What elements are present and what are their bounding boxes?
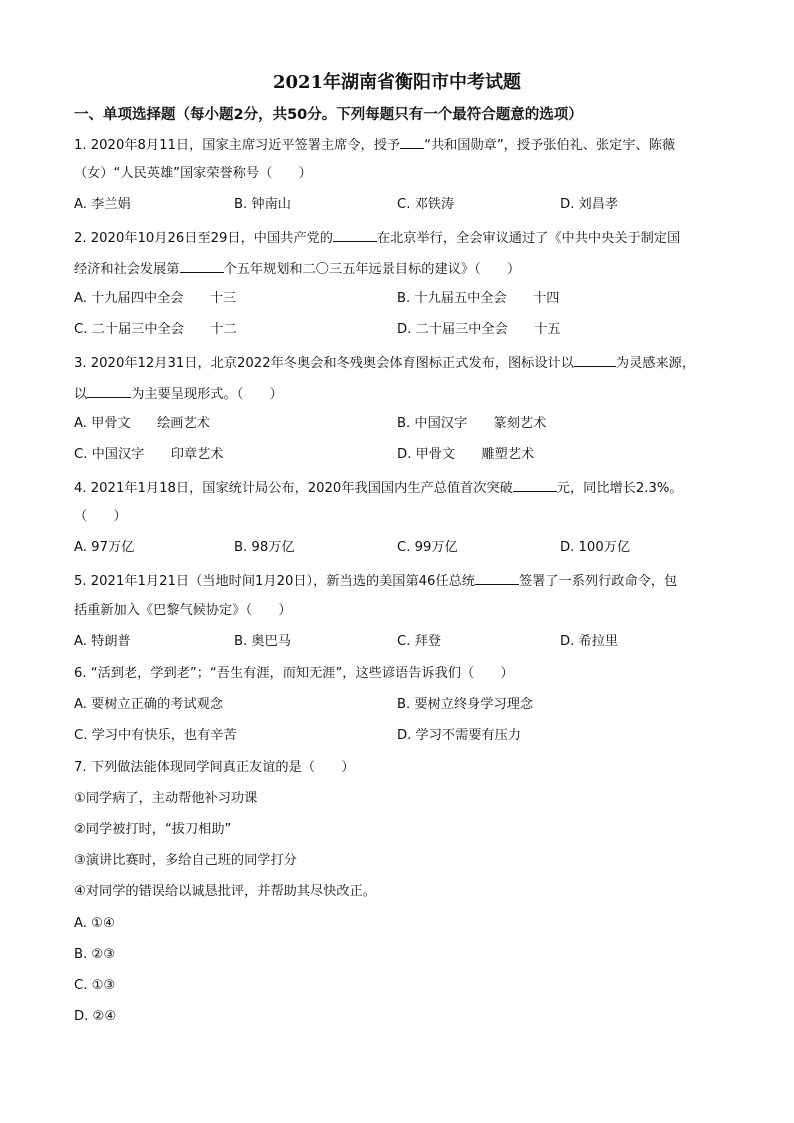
- q4-option-d: D. 100万亿: [560, 540, 631, 555]
- question-2-line-2: [74, 258, 520, 280]
- question-4-line-1: [74, 477, 683, 499]
- q6-option-a: A. 要树立正确的考试观念: [74, 697, 224, 712]
- q7-option-b: B. ②③: [74, 947, 116, 962]
- question-5-text-cont: 签署了一系列行政命令，包: [518, 574, 678, 589]
- question-1-text-cont: “共和国勋章”，授予张伯礼、张定宇、陈薇: [424, 138, 676, 153]
- question-3-line-1: [74, 352, 695, 374]
- q5-option-a: A. 特朗普: [74, 634, 131, 649]
- section-heading: 一、单项选择题（每小题2分，共50分。下列每题只有一个最符合题意的选项）: [74, 107, 583, 123]
- q7-statement-2: ②同学被打时，“拔刀相助”: [74, 822, 232, 837]
- q6-option-b: B. 要树立终身学习理念: [397, 697, 534, 712]
- question-2-text-2: 经济和社会发展第: [74, 262, 180, 277]
- answer-blank: [475, 570, 519, 585]
- question-3-line-2: [74, 383, 283, 405]
- page-title: 2021年湖南省衡阳市中考试题: [272, 72, 522, 93]
- q3-option-b: B. 中国汉字 篆刻艺术: [397, 416, 547, 431]
- answer-blank: [87, 383, 131, 398]
- q5-option-c: C. 拜登: [397, 634, 441, 649]
- q2-option-d: D. 二十届三中全会 十五: [397, 322, 561, 337]
- question-2-text-3: 个五年规划和二〇三五年远景目标的建议》（ ）: [223, 262, 521, 277]
- q1-option-a: A. 李兰娟: [74, 197, 131, 212]
- answer-blank: [574, 352, 616, 367]
- question-2-line-1: [74, 227, 680, 249]
- question-3-text: 3. 2020年12月31日，北京2022年冬奥会和冬残奥会体育图标正式发布，图标设计以: [74, 356, 574, 371]
- q3-option-c: C. 中国汉字 印章艺术: [74, 447, 224, 462]
- question-5-line-2: 括重新加入《巴黎气候协定》（ ）: [74, 603, 292, 618]
- q2-option-c: C. 二十届三中全会 十二: [74, 322, 237, 337]
- q7-statement-3: ③演讲比赛时，多给自己班的同学打分: [74, 853, 297, 868]
- q3-option-a: A. 甲骨文 绘画艺术: [74, 416, 210, 431]
- question-4-line-2: （ ）: [74, 509, 127, 524]
- question-7-line-1: 7. 下列做法能体现同学间真正友谊的是（ ）: [74, 760, 355, 775]
- question-3-text-2: 以: [74, 387, 88, 402]
- q4-option-a: A. 97万亿: [74, 540, 135, 555]
- q1-option-d: D. 刘昌孝: [560, 197, 619, 212]
- q2-option-b: B. 十九届五中全会 十四: [397, 291, 560, 306]
- question-1-line-1: [74, 134, 675, 156]
- answer-blank: [513, 477, 557, 492]
- q6-option-c: C. 学习中有快乐，也有辛苦: [74, 728, 237, 743]
- q6-option-d: D. 学习不需要有压力: [397, 728, 522, 743]
- q4-option-c: C. 99万亿: [397, 540, 458, 555]
- question-2-text: 2. 2020年10月26日至29日，中国共产党的: [74, 231, 333, 246]
- q1-option-c: C. 邓铁涛: [397, 197, 455, 212]
- question-5-line-1: [74, 570, 677, 592]
- question-2-text-cont: 在北京举行，全会审议通过了《中共中央关于制定国: [376, 231, 681, 246]
- question-3-text-3: 为主要呈现形式。（ ）: [131, 387, 283, 402]
- question-4-text: 4. 2021年1月18日，国家统计局公布，2020年我国国内生产总值首次突破: [74, 481, 513, 496]
- question-1-text: 1. 2020年8月11日，国家主席习近平签署主席令，授予: [74, 138, 401, 153]
- q7-statement-1: ①同学病了，主动帮他补习功课: [74, 791, 258, 806]
- question-3-text-cont: 为灵感来源，: [615, 356, 696, 371]
- answer-blank: [180, 258, 224, 273]
- question-4-text-cont: 元，同比增长2.3%。: [556, 481, 683, 496]
- q3-option-d: D. 甲骨文 雕塑艺术: [397, 447, 535, 462]
- q7-option-a: A. ①④: [74, 916, 115, 931]
- answer-blank: [333, 227, 377, 242]
- question-1-line-2: （女）“人民英雄”国家荣誉称号（ ）: [74, 166, 312, 181]
- question-6-line-1: 6. “活到老，学到老”；“吾生有涯，而知无涯”，这些谚语告诉我们（ ）: [74, 666, 514, 681]
- answer-blank: [400, 134, 424, 149]
- q5-option-d: D. 希拉里: [560, 634, 619, 649]
- q4-option-b: B. 98万亿: [234, 540, 295, 555]
- q2-option-a: A. 十九届四中全会 十三: [74, 291, 237, 306]
- q1-option-b: B. 钟南山: [234, 197, 291, 212]
- q7-option-d: D. ②④: [74, 1009, 117, 1024]
- q7-statement-4: ④对同学的错误给以诚恳批评，并帮助其尽快改正。: [74, 884, 376, 899]
- q5-option-b: B. 奥巴马: [234, 634, 291, 649]
- q7-option-c: C. ①③: [74, 978, 116, 993]
- question-5-text: 5. 2021年1月21日（当地时间1月20日），新当选的美国第46任总统: [74, 574, 475, 589]
